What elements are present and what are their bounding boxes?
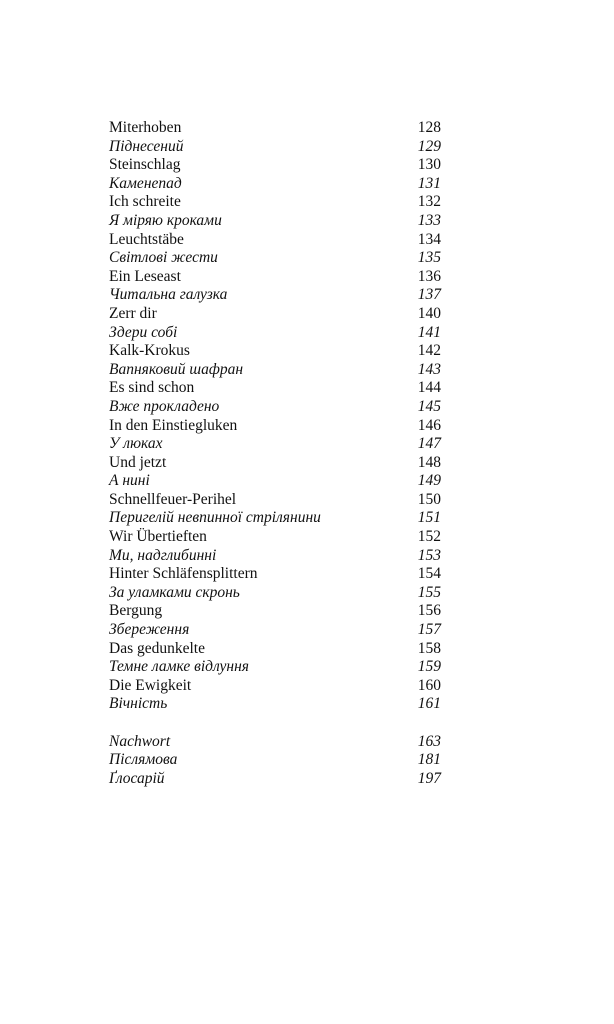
toc-entry-title: Bergung <box>109 602 163 620</box>
toc-entry-title: Вічність <box>109 695 168 713</box>
toc-entry-page-number: 133 <box>417 211 441 229</box>
toc-entry-page-number: 150 <box>417 490 441 508</box>
toc-entry-title: Hinter Schläfensplittern <box>109 565 258 583</box>
toc-entry <box>109 138 441 157</box>
toc-entry <box>109 584 441 603</box>
toc-entry-title: Ми, надглибинні <box>109 546 217 564</box>
toc-entry-page-number: 151 <box>417 509 441 527</box>
toc-entry-title: Темне ламке відлуння <box>109 658 249 676</box>
toc-entry-page-number: 129 <box>417 137 441 155</box>
toc-entry-page-number: 137 <box>417 286 441 304</box>
toc-entry-page-number: 155 <box>417 583 441 601</box>
toc-entry-page-number: 154 <box>417 565 441 583</box>
toc-entry-page-number: 152 <box>417 528 441 546</box>
toc-entry-page-number: 144 <box>417 379 441 397</box>
toc-entry-title: Schnellfeuer-Perihel <box>109 490 237 508</box>
toc-entry <box>109 156 441 175</box>
toc-entry-page-number: 160 <box>417 676 441 694</box>
toc-entry-title: Das gedunkelte <box>109 639 205 657</box>
toc-entry <box>109 212 441 231</box>
toc-entry <box>109 454 441 473</box>
toc-entry <box>109 417 441 436</box>
toc-entry-title: Збереження <box>109 621 190 639</box>
toc-entry-title: Здери собі <box>109 323 178 341</box>
toc-entry-page-number: 134 <box>417 230 441 248</box>
toc-entry <box>109 435 441 454</box>
toc-entry-title: Вапняковий шафран <box>109 360 244 378</box>
toc-entry <box>109 658 441 677</box>
toc-entry-title: Ein Leseast <box>109 267 181 285</box>
toc-entry-title: In den Einstiegluken <box>109 416 238 434</box>
toc-entry-page-number: 153 <box>417 546 441 564</box>
toc-entry-title: Und jetzt <box>109 453 167 471</box>
toc-entry-title: Вже прокладено <box>109 397 220 415</box>
toc-entry-page-number: 181 <box>417 751 441 769</box>
toc-entry <box>109 286 441 305</box>
toc-entry-page-number: 130 <box>417 156 441 174</box>
toc-entry <box>109 751 441 770</box>
toc-entry <box>109 509 441 528</box>
toc-entry-page-number: 136 <box>417 267 441 285</box>
toc-entry-page-number: 128 <box>417 119 441 136</box>
toc-section-gap <box>109 714 441 733</box>
toc-entry-page-number: 135 <box>417 249 441 267</box>
toc-entry <box>109 231 441 250</box>
toc-entry-page-number: 149 <box>417 472 441 490</box>
toc-entry <box>109 491 441 510</box>
toc-entry-page-number: 148 <box>417 453 441 471</box>
toc-main-list <box>109 119 441 714</box>
toc-entry <box>109 398 441 417</box>
toc-entry-page-number: 140 <box>417 304 441 322</box>
toc-entry <box>109 193 441 212</box>
toc-entry-page-number: 146 <box>417 416 441 434</box>
toc-entry <box>109 528 441 547</box>
toc-entry-page-number: 131 <box>417 174 441 192</box>
toc-entry-page-number: 161 <box>417 695 441 713</box>
toc-entry <box>109 733 441 752</box>
toc-entry-title: Es sind schon <box>109 379 195 397</box>
toc-entry <box>109 640 441 659</box>
toc-entry <box>109 175 441 194</box>
toc-entry-title: Zerr dir <box>109 304 157 322</box>
toc-entry-title: А нині <box>109 472 150 490</box>
toc-entry-page-number: 147 <box>417 435 441 453</box>
toc-entry-title: Nachwort <box>109 732 171 750</box>
toc-entry-page-number: 145 <box>417 397 441 415</box>
toc-entry-title: Steinschlag <box>109 156 181 174</box>
toc-entry <box>109 602 441 621</box>
toc-entry-page-number: 143 <box>417 360 441 378</box>
toc-entry <box>109 695 441 714</box>
toc-entry-page-number: 157 <box>417 621 441 639</box>
toc-entry-title: Піднесений <box>109 137 184 155</box>
toc-entry-title: Післямова <box>109 751 178 769</box>
toc-entry <box>109 379 441 398</box>
toc-entry-page-number: 159 <box>417 658 441 676</box>
toc-entry-title: Wir Übertieften <box>109 528 207 546</box>
toc-entry-title: Die Ewigkeit <box>109 676 192 694</box>
toc-entry <box>109 621 441 640</box>
toc-entry <box>109 305 441 324</box>
toc-entry <box>109 677 441 696</box>
toc-entry <box>109 249 441 268</box>
toc-entry-title: Світлові жести <box>109 249 218 267</box>
toc-entry-title: Каменепад <box>109 174 182 192</box>
toc-entry-title: У люках <box>109 435 163 453</box>
toc-entry-title: За уламками скронь <box>109 583 240 601</box>
toc-entry <box>109 547 441 566</box>
toc-entry-title: Ґлосарій <box>109 769 165 787</box>
toc-entry <box>109 324 441 343</box>
toc-entry-title: Kalk-Krokus <box>109 342 190 360</box>
toc-entry-page-number: 156 <box>417 602 441 620</box>
toc-entry-title: Miterhoben <box>109 119 182 136</box>
toc-entry <box>109 342 441 361</box>
toc-entry-page-number: 158 <box>417 639 441 657</box>
toc-entry <box>109 119 441 138</box>
toc-entry-title: Читальна галузка <box>109 286 228 304</box>
toc-entry <box>109 565 441 584</box>
toc-entry <box>109 770 441 789</box>
table-of-contents <box>109 119 441 788</box>
toc-entry-page-number: 141 <box>417 323 441 341</box>
toc-entry-title: Ich schreite <box>109 193 181 211</box>
toc-entry-page-number: 132 <box>417 193 441 211</box>
toc-entry <box>109 361 441 380</box>
toc-entry <box>109 472 441 491</box>
toc-entry-page-number: 163 <box>417 732 441 750</box>
toc-entry-title: Я міряю кроками <box>109 211 222 229</box>
toc-entry-page-number: 142 <box>417 342 441 360</box>
toc-appendix-list <box>109 733 441 789</box>
toc-entry-title: Перигелій невпинної стрілянини <box>109 509 321 527</box>
toc-entry-page-number: 197 <box>417 769 441 787</box>
toc-entry-title: Leuchtstäbe <box>109 230 184 248</box>
toc-entry <box>109 268 441 287</box>
